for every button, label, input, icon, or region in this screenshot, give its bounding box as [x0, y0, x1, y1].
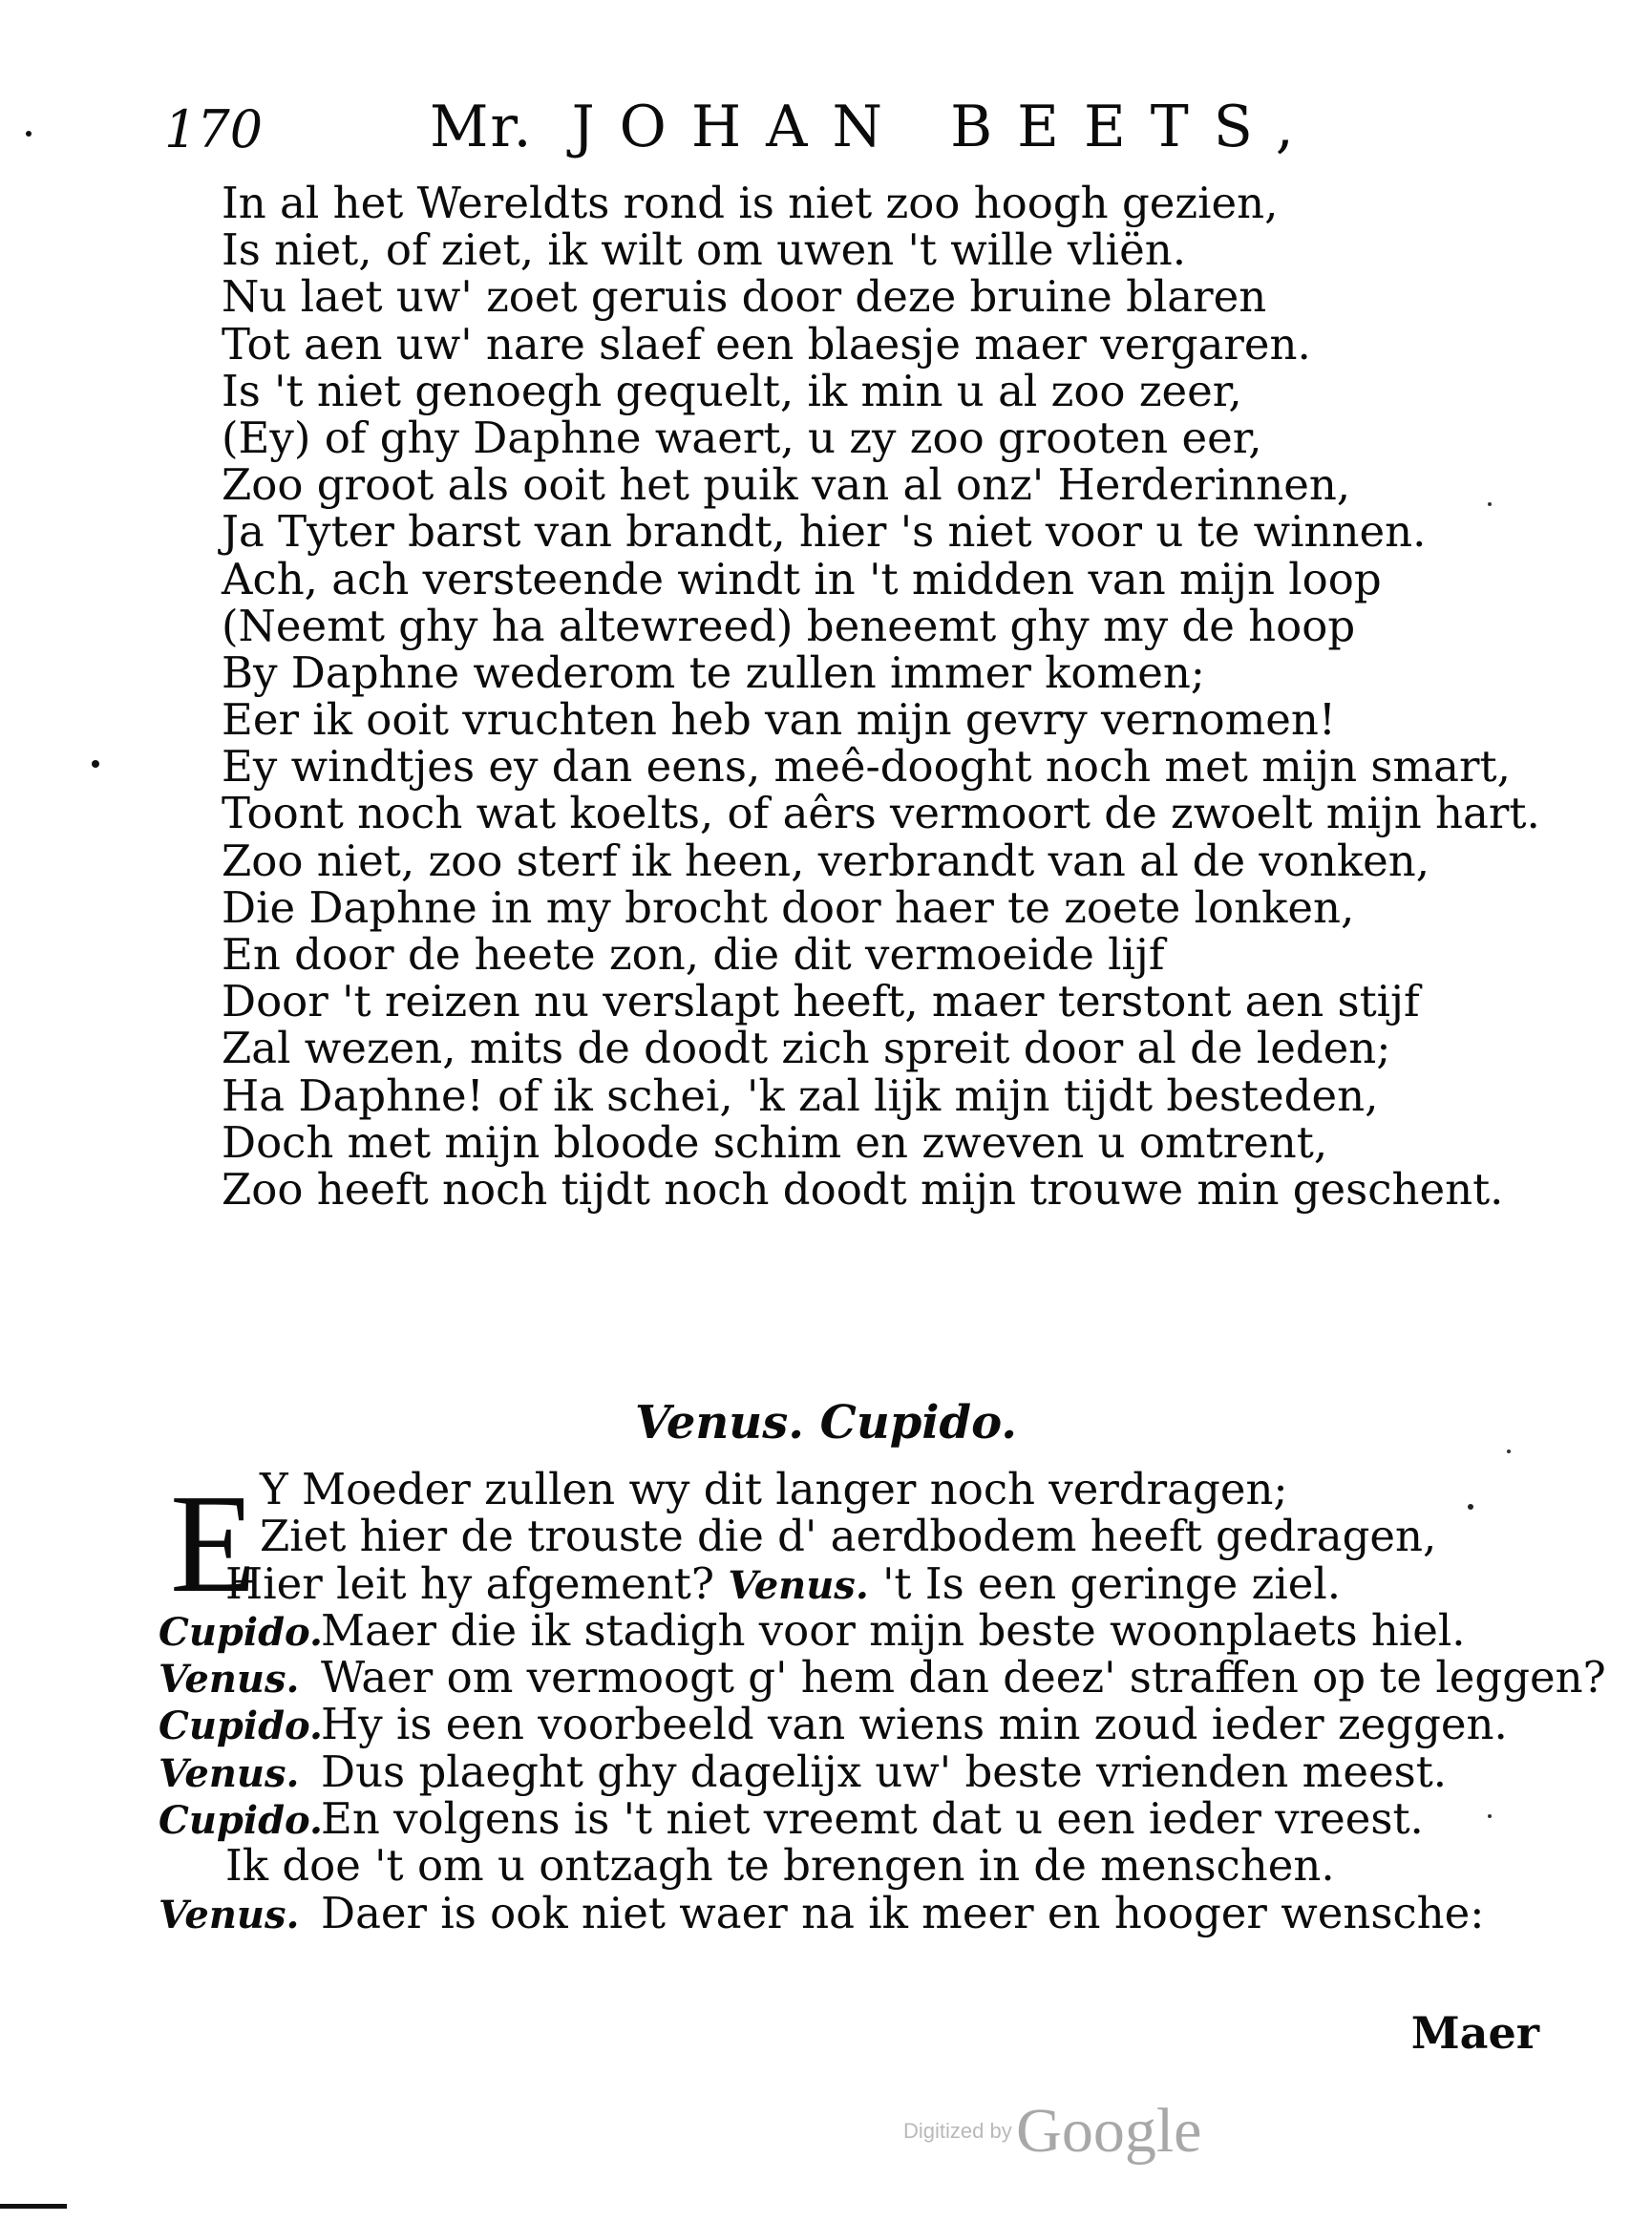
dialogue-text: Ik doe 't om u ontzagh te brengen in de menschen. [225, 1840, 1335, 1892]
dialogue-line [159, 1652, 1606, 1704]
dialogue-line [159, 1557, 1572, 1609]
dialogue-line [159, 1604, 1572, 1656]
running-head [430, 94, 1319, 160]
dialogue-text: Maer die ik stadigh voor mijn beste woonplaets hiel. [321, 1604, 1466, 1656]
dialogue-text: En volgens is 't niet vreemt dat u een ieder vreest. [321, 1793, 1424, 1845]
verse-line: Zal wezen, mits de doodt zich spreit door al de leden; [222, 1023, 1391, 1074]
verse-line: (Ey) of ghy Daphne waert, u zy zoo grooten eer, [222, 412, 1262, 463]
dialogue-line [159, 1793, 1572, 1845]
verse-line: Is 't niet genoegh gequelt, ik min u al zoo zeer, [222, 365, 1242, 416]
verse-line: Zoo niet, zoo sterf ik heen, verbrandt van al de vonken, [222, 835, 1430, 886]
verse-line: Zoo heeft noch tijdt noch doodt mijn trouwe min geschent. [222, 1163, 1504, 1215]
speaker-name: Venus. [728, 1562, 869, 1608]
page-number: 170 [164, 99, 264, 159]
dialogue-text: Daer is ook niet waer na ik meer en hooger wensche: [321, 1887, 1485, 1938]
verse-line: Eer ik ooit vruchten heb van mijn gevry vernomen! [222, 694, 1336, 746]
verse-line: Toont noch wat koelts, of aêrs vermoort de zwoelt mijn hart. [222, 788, 1540, 839]
verse-line: Is niet, of ziet, ik wilt om uwen 't wille vliën. [222, 224, 1186, 276]
verse-line: In al het Wereldts rond is niet zoo hoogh gezien, [222, 178, 1279, 228]
dialogue-line [159, 1748, 1572, 1795]
ink-speck [0, 2204, 67, 2209]
dialogue-text: 't Is een geringe ziel. [882, 1557, 1342, 1609]
speaker-name: Venus. [159, 1750, 300, 1796]
dialogue-line [159, 1511, 1572, 1562]
speaker-name: Venus. [159, 1657, 300, 1703]
verse-block [222, 180, 1539, 1213]
ink-speck [92, 760, 99, 768]
google-logo: Google [1016, 2096, 1202, 2166]
author-name: JOHAN BEETS, [571, 94, 1319, 160]
verse-line: Door 't reizen nu verslapt heeft, maer terstont aen stijf [222, 976, 1420, 1027]
dialogue-text: Ziet hier de trouste die d' aerdbodem heeft gedragen, [260, 1511, 1437, 1562]
ink-speck [26, 131, 32, 137]
dialogue-block [159, 1464, 1606, 1938]
dialogue-line [159, 1887, 1572, 1938]
verse-line: Ey windtjes ey dan eens, meê-dooght noch met mijn smart, [222, 741, 1511, 793]
digitized-watermark [903, 2095, 1381, 2171]
author-prefix: Mr. [430, 94, 534, 160]
scene-heading: Venus. Cupido. [635, 1396, 1017, 1450]
verse-line: Tot aen uw' nare slaef een blaesje maer vergaren. [222, 318, 1311, 370]
verse-line: Nu laet uw' zoet geruis door deze bruine blaren [222, 271, 1267, 323]
catchword: Maer [1410, 2007, 1539, 2059]
drop-cap: E [170, 1466, 257, 1622]
verse-line: Ja Tyter barst van brandt, hier 's niet voor u te winnen. [222, 506, 1427, 558]
speaker-name: Cupido. [159, 1609, 323, 1655]
verse-line: En door de heete zon, die dit vermoeide lijf [222, 929, 1165, 980]
verse-line: By Daphne wederom te zullen immer komen; [222, 646, 1205, 698]
watermark-prefix: Digitized by [903, 2119, 1012, 2143]
speaker-name: Cupido. [159, 1798, 323, 1844]
speaker-name: Venus. [159, 1892, 300, 1937]
verse-line: Doch met mijn bloode schim en zweven u omtrent, [222, 1116, 1328, 1168]
dialogue-line [159, 1699, 1572, 1750]
dialogue-text: Waer om vermoogt g' hem dan deez' straffen op te leggen? [321, 1652, 1606, 1704]
speaker-name: Cupido. [159, 1704, 323, 1749]
verse-line: Ach, ach versteende windt in 't midden van mijn loop [222, 553, 1382, 604]
dialogue-text: Dus plaeght ghy dagelijx uw' beste vrienden meest. [321, 1746, 1448, 1797]
dialogue-text: Y Moeder zullen wy dit langer noch verdragen; [260, 1464, 1288, 1514]
ink-speck [1507, 1450, 1511, 1453]
verse-line: Zoo groot als ooit het puik van al onz' Herderinnen, [222, 459, 1351, 511]
running-header [153, 94, 1547, 170]
verse-line: (Neemt ghy ha altewreed) beneemt ghy my de hoop [222, 600, 1356, 651]
dialogue-text: Hy is een voorbeeld van wiens min zoud ieder zeggen. [321, 1699, 1508, 1750]
dialogue-line [159, 1840, 1572, 1892]
verse-line: Ha Daphne! of ik schei, 'k zal lijk mijn tijdt besteden, [222, 1069, 1379, 1121]
verse-line: Die Daphne in my brocht door haer te zoete lonken, [222, 881, 1355, 933]
dialogue-text: Hier leit hy afgement? [225, 1557, 715, 1609]
